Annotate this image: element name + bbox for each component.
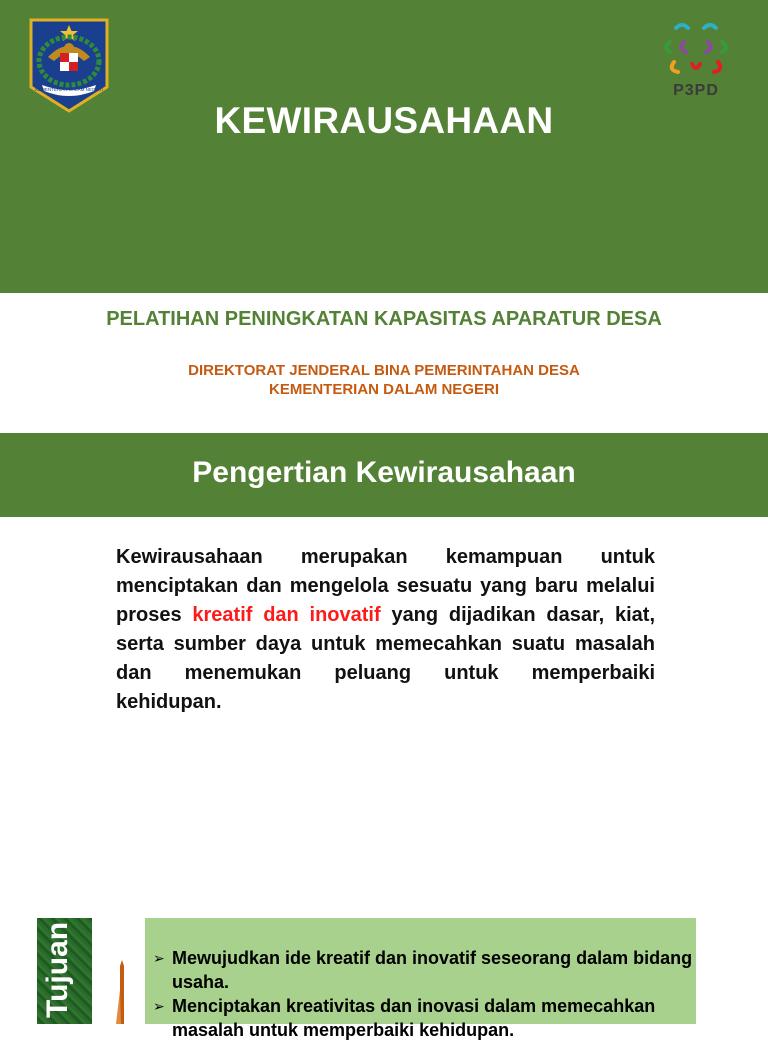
side-tab xyxy=(37,693,92,1024)
definition-highlight: kreatif dan inovatif xyxy=(192,604,381,626)
purpose-item-text: Menciptakan kreativitas dan inovasi dalam memecahkan masalah untuk memperbaiki kehidupan. xyxy=(172,996,656,1040)
purpose-item xyxy=(153,994,693,1042)
emblem-ribbon-text: KEMENTERIAN DALAM NEGERI xyxy=(35,87,103,92)
directorate-line: DIREKTORAT JENDERAL BINA PEMERINTAHAN DESA xyxy=(188,362,580,379)
definition-text-after: yang dijadikan dasar, kiat, serta sumber daya untuk memecahkan suatu masalah dan menemukan peluang untuk memperbaiki kehidupan. xyxy=(116,604,656,713)
arrow-bullet-icon: ➢ xyxy=(153,950,165,966)
side-tab-label: Tujuan Kewirausahaan xyxy=(41,693,74,1018)
p3pd-logo-text: P3PD xyxy=(673,82,719,99)
section-title: Pengertian Kewirausahaan xyxy=(192,456,576,489)
header-band xyxy=(0,0,768,293)
purpose-item-text: Mewujudkan ide kreatif dan inovatif seseorang dalam bidang usaha. xyxy=(172,948,693,992)
ministry-line: KEMENTERIAN DALAM NEGERI xyxy=(268,381,499,398)
arrow-bullet-icon: ➢ xyxy=(153,998,165,1014)
page-title: KEWIRAUSAHAAN xyxy=(214,100,554,141)
purpose-box xyxy=(145,918,696,1040)
definition-text-before: Kewirausahaan merupakan kemampuan untuk menciptakan dan mengelola sesuatu yang baru melalui proses xyxy=(116,546,655,626)
p3pd-flower-icon xyxy=(656,20,736,80)
purpose-item xyxy=(153,946,693,994)
connector-arrow-icon xyxy=(112,960,132,1024)
purpose-list xyxy=(153,946,693,1042)
p3pd-logo xyxy=(656,20,736,102)
definition-paragraph xyxy=(116,543,655,717)
training-subtitle: PELATIHAN PENINGKATAN KAPASITAS APARATUR DESA xyxy=(106,308,662,330)
